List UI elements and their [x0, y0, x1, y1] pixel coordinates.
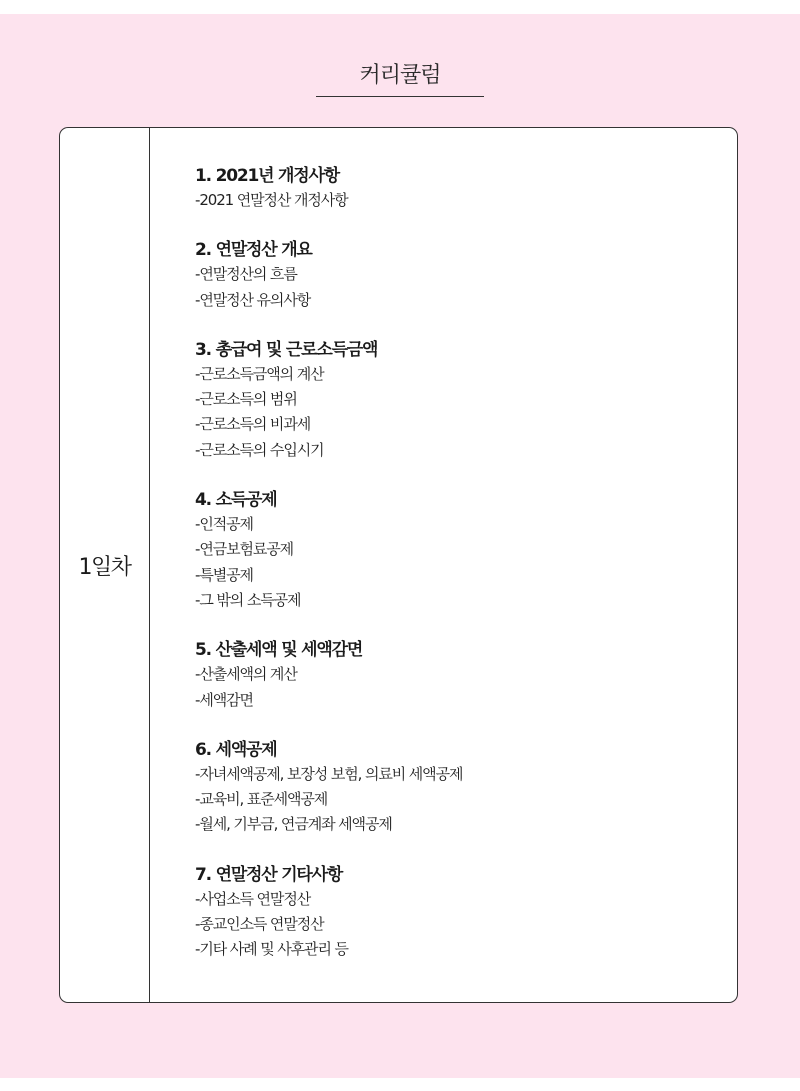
day-column: [60, 128, 150, 1002]
curriculum-section: [195, 338, 715, 463]
curriculum-section: [195, 863, 715, 963]
section-item: -근로소득의 수입시기: [195, 440, 324, 459]
section-item: -기타 사례 및 사후관리 등: [195, 940, 348, 959]
section-item: -월세, 기부금, 연금계좌 세액공제: [195, 815, 392, 834]
curriculum-section: [195, 238, 715, 313]
curriculum-section: [195, 488, 715, 613]
section-item: -연말정산 유의사항: [195, 290, 311, 309]
section-item: -자녀세액공제, 보장성 보험, 의료비 세액공제: [195, 764, 463, 783]
section-item: -2021 연말정산 개정사항: [195, 191, 348, 209]
section-item: -인적공제: [195, 515, 253, 534]
curriculum-section: [195, 638, 715, 713]
section-item: -근로소득금액의 계산: [195, 364, 324, 383]
section-title: 6. 세액공제: [195, 739, 277, 760]
section-item: -근로소득의 비과세: [195, 415, 311, 434]
section-item: -특별공제: [195, 565, 253, 584]
day-label: 1일차: [78, 554, 131, 580]
section-item: -근로소득의 범위: [195, 390, 297, 409]
section-item: -세액감면: [195, 690, 253, 709]
section-item: -연말정산의 흐름: [195, 265, 297, 284]
section-title: 2. 연말정산 개요: [195, 240, 312, 261]
section-item: -그 밖의 소득공제: [195, 590, 301, 609]
curriculum-section: [195, 738, 715, 838]
curriculum-table: [59, 127, 738, 1003]
section-title: 5. 산출세액 및 세액감면: [195, 640, 363, 661]
section-item: -교육비, 표준세액공제: [195, 790, 328, 809]
curriculum-content: [195, 164, 715, 988]
section-title: 1. 2021년 개정사항: [195, 166, 339, 186]
page-title: 커리큘럼: [359, 63, 441, 88]
section-item: -사업소득 연말정산: [195, 889, 311, 908]
page-background: [0, 14, 800, 1078]
section-title: 7. 연말정산 기타사항: [195, 864, 343, 885]
section-title: 3. 총급여 및 근로소득금액: [195, 339, 378, 360]
section-item: -종교인소득 연말정산: [195, 915, 324, 934]
section-item: -연금보험료공제: [195, 540, 294, 559]
title-underline: [316, 96, 484, 97]
section-item: -산출세액의 계산: [195, 665, 297, 684]
section-title: 4. 소득공제: [195, 490, 277, 511]
curriculum-section: [195, 164, 715, 213]
